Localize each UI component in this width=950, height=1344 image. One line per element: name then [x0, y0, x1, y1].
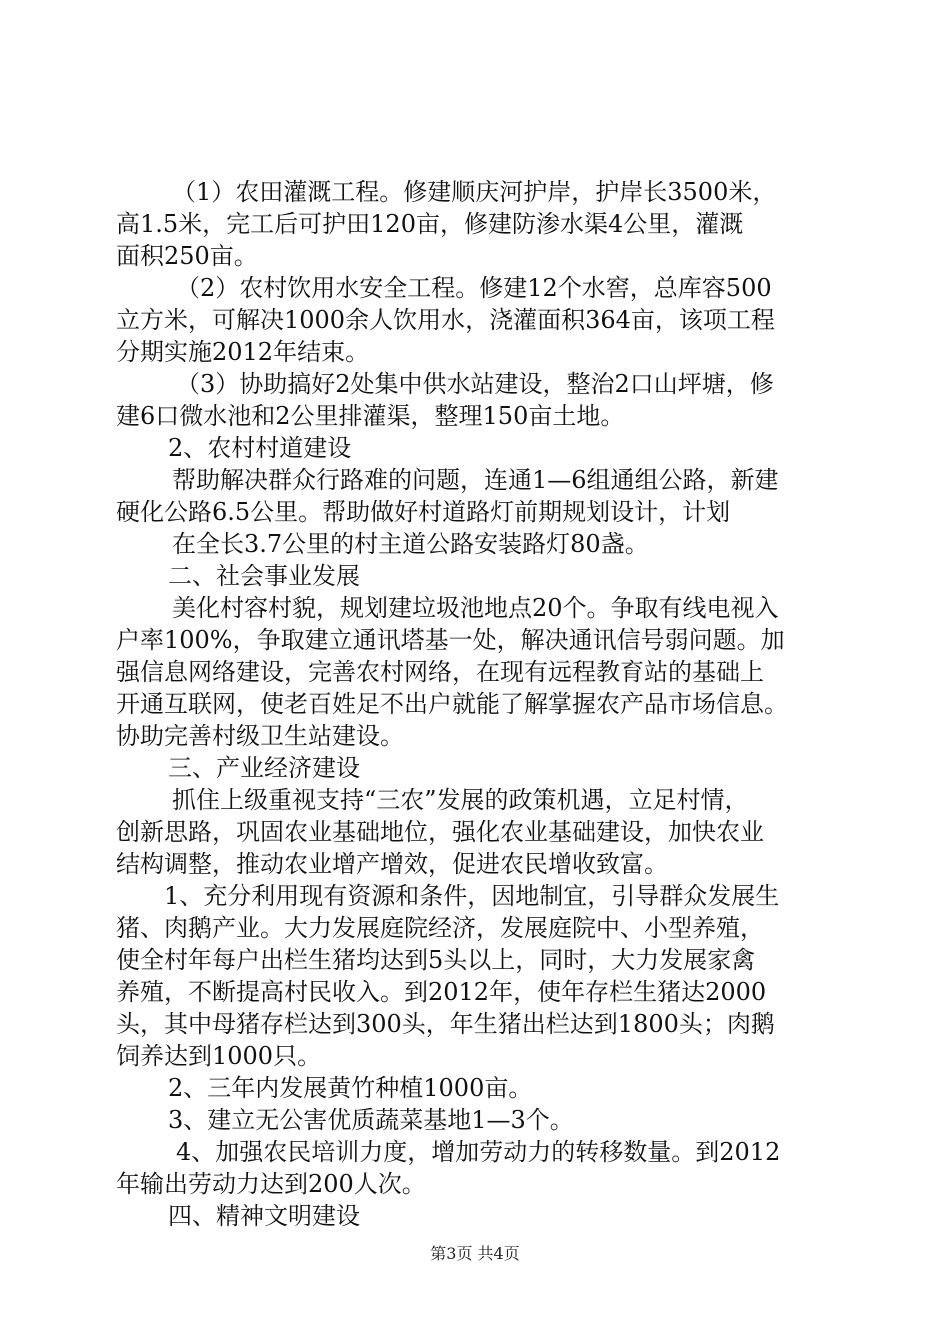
text-line: 强信息网络建设，完善农村网络，在现有远程教育站的基础上 — [116, 658, 764, 686]
page-footer: 第3页 共4页 — [430, 1244, 520, 1263]
text-line: 4、加强农民培训力度，增加劳动力的转移数量。到2012 — [176, 1138, 781, 1166]
paragraph — [116, 1072, 856, 1104]
text-line: 二、社会事业发展 — [168, 562, 360, 590]
text-line: 建6口微水池和2公里排灌渠，整理150亩土地。 — [116, 402, 625, 430]
text-line: 四、精神文明建设 — [168, 1202, 360, 1230]
paragraph — [116, 176, 856, 272]
text-line: 硬化公路6.5公里。帮助做好村道路灯前期规划设计，计划 — [116, 498, 731, 526]
text-line: 在全长3.7公里的村主道公路安装路灯80盏。 — [172, 530, 649, 558]
paragraph — [116, 432, 856, 464]
text-line: 猪、肉鹅产业。大力发展庭院经济，发展庭院中、小型养殖， — [116, 914, 764, 942]
text-line: 开通互联网，使老百姓足不出户就能了解掌握农产品市场信息。 — [116, 690, 788, 718]
text-line: 2、三年内发展黄竹种植1000亩。 — [168, 1074, 533, 1102]
paragraph — [116, 592, 856, 752]
paragraph — [116, 368, 856, 432]
text-line: 2、农村村道建设 — [168, 434, 352, 462]
text-line: 户率100%，争取建立通讯塔基一处，解决通讯信号弱问题。加 — [116, 626, 785, 654]
text-line: 1、充分利用现有资源和条件，因地制宜，引导群众发展生 — [164, 882, 780, 910]
text-line: 养殖，不断提高村民收入。到2012年，使年存栏生猪达2000 — [116, 978, 767, 1006]
text-line: 协助完善村级卫生站建设。 — [116, 722, 404, 750]
text-line: 创新思路，巩固农业基础地位，强化农业基础建设，加快农业 — [116, 818, 764, 846]
text-line: （3）协助搞好2处集中供水站建设，整治2口山坪塘，修 — [176, 370, 774, 398]
text-line: 帮助解决群众行路难的问题，连通1—6组通组公路，新建 — [172, 466, 779, 494]
text-line: 美化村容村貌，规划建垃圾池地点20个。争取有线电视入 — [172, 594, 779, 622]
text-line: 抓住上级重视支持“三农”发展的政策机遇，立足村情， — [172, 786, 749, 814]
paragraph — [116, 1104, 856, 1136]
paragraph — [116, 528, 856, 560]
paragraph — [116, 752, 856, 784]
text-line: 分期实施2012年结束。 — [116, 338, 370, 366]
paragraph — [116, 880, 856, 1072]
text-line: 结构调整，推动农业增产增效，促进农民增收致富。 — [116, 850, 668, 878]
text-line: 饲养达到1000只。 — [116, 1042, 322, 1070]
text-line: 高1.5米，完工后可护田120亩，修建防渗水渠4公里，灌溉 — [116, 210, 744, 238]
text-line: 头，其中母猪存栏达到300头，年生猪出栏达到1800头；肉鹅 — [116, 1010, 775, 1038]
paragraph — [116, 1200, 856, 1232]
text-line: 3、建立无公害优质蔬菜基地1—3个。 — [168, 1106, 574, 1134]
paragraph — [116, 464, 856, 528]
text-line: 面积250亩。 — [116, 242, 258, 270]
document-body — [116, 176, 856, 1232]
text-line: 年输出劳动力达到200人次。 — [116, 1170, 426, 1198]
text-line: 三、产业经济建设 — [168, 754, 360, 782]
paragraph — [116, 784, 856, 880]
paragraph — [116, 1136, 856, 1200]
text-line: 使全村年每户出栏生猪均达到5头以上，同时，大力发展家禽 — [116, 946, 756, 974]
text-line: （1）农田灌溉工程。修建顺庆河护岸，护岸长3500米， — [172, 178, 777, 206]
paragraph — [116, 272, 856, 368]
text-line: 立方米，可解决1000余人饮用水，浇灌面积364亩，该项工程 — [116, 306, 775, 334]
text-line: （2）农村饮用水安全工程。修建12个水窖，总库容500 — [176, 274, 772, 302]
paragraph — [116, 560, 856, 592]
